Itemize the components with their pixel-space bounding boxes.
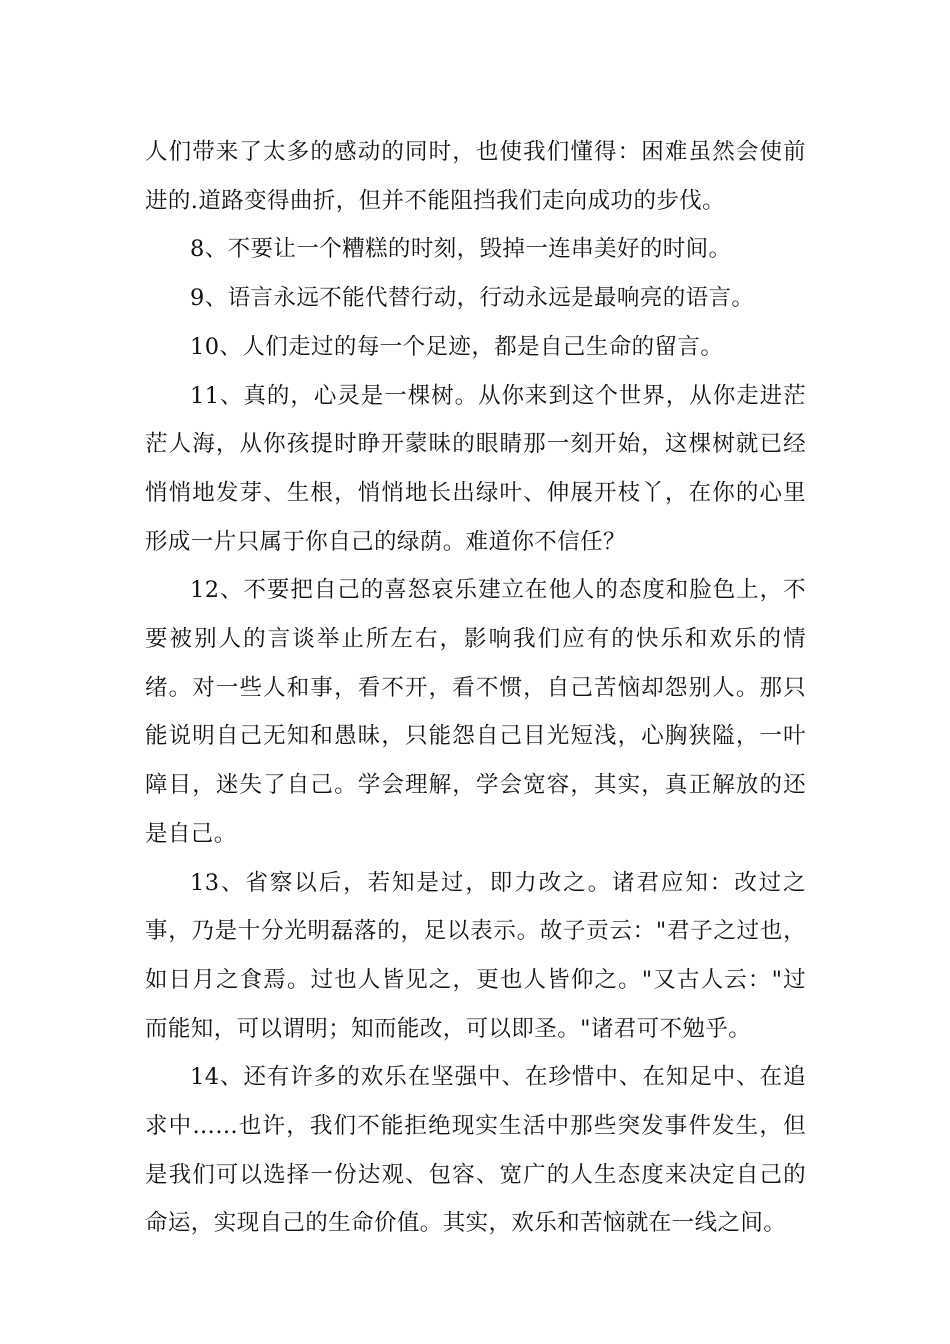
paragraph-12: 12、不要把自己的喜怒哀乐建立在他人的态度和脸色上，不要被别人的言谈举止所左右，影响我们应有的快乐和欢乐的情绪。对一些人和事，看不开，看不惯，自己苦恼却怨别人。那只能说明自己无知和愚昧，只能怨自己目光短浅，心胸狭隘，一叶障目，迷失了自己。学会理解，学会宽容，其实，真正解放的还是自己。: [145, 577, 806, 847]
paragraph-8: 8、不要让一个糟糕的时刻，毁掉一连串美好的时间。: [190, 236, 732, 263]
paragraph-10: 10、人们走过的每一个足迹，都是自己生命的留言。: [190, 333, 724, 360]
paragraph-13: 13、省察以后，若知是过，即力改之。诸君应知：改过之事，乃是十分光明磊落的，足以表示。故子贡云："君子之过也，如日月之食焉。过也人皆见之，更也人皆仰之。"又古人云："过而能知，可以谓明；知而能改，可以即圣。"诸君可不勉乎。: [145, 869, 806, 1042]
paragraph-14: 14、还有许多的欢乐在坚强中、在珍惜中、在知足中、在追求中……也许，我们不能拒绝现实生活中那些突发事件发生，但是我们可以选择一份达观、包容、宽广的人生态度来决定自己的命运，实现自己的生命价值。其实，欢乐和苦恼就在一线之间。: [145, 1064, 806, 1237]
paragraph-9: 9、语言永远不能代替行动，行动永远是最响亮的语言。: [190, 285, 755, 312]
paragraph-continued: 人们带来了太多的感动的同时，也使我们懂得：困难虽然会使前进的.道路变得曲折，但并不能阻挡我们走向成功的步伐。: [145, 139, 806, 214]
paragraph-11: 11、真的，心灵是一棵树。从你来到这个世界，从你走进茫茫人海，从你孩提时睁开蒙昧的眼睛那一刻开始，这棵树就已经悄悄地发芽、生根，悄悄地长出绿叶、伸展开枝丫，在你的心里形成一片只属于你自己的绿荫。难道你不信任？: [145, 382, 806, 555]
